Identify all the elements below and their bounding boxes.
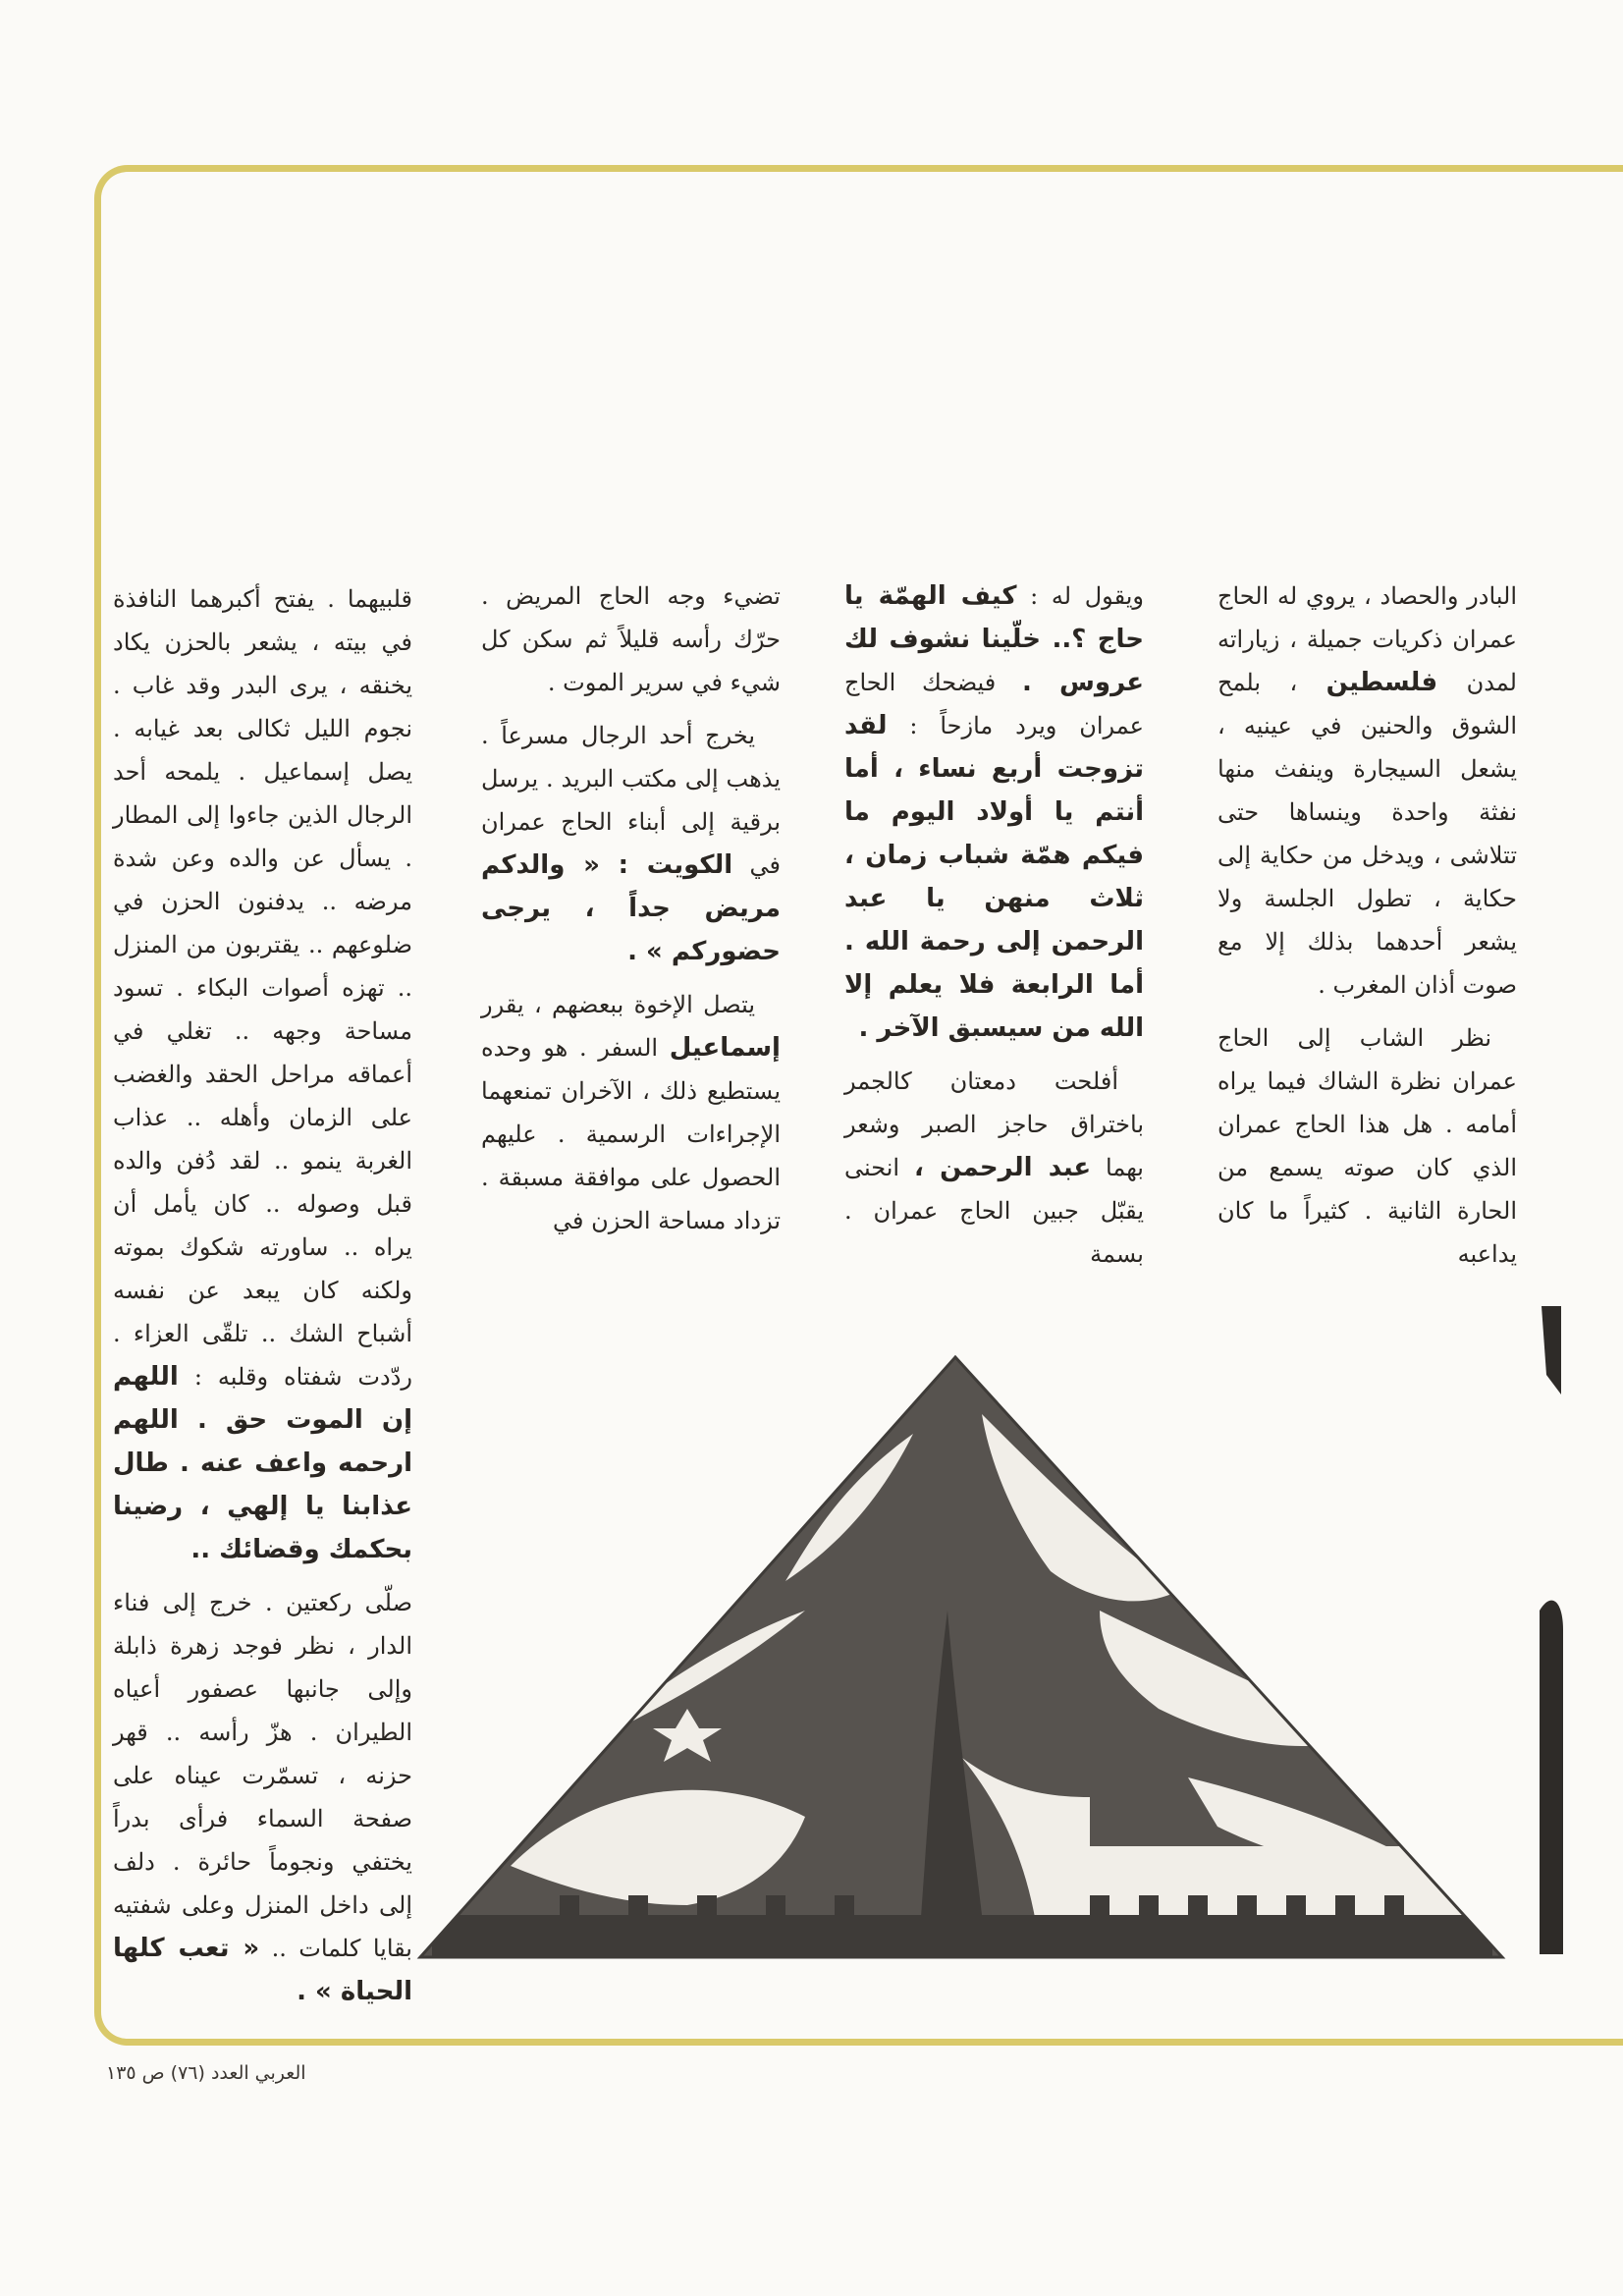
bold-text: لقد تزوجت أربع نساء ، أما أنتم يا أولاد اليوم ما فيكم همّة شباب زمان ، ثلاث منهن يا عبد الرحمن إلى رحمة الله . أما الرابعة فلا يعلم إلا الله من سيسبق الآخر . <box>844 711 1144 1043</box>
text-span: تضيء وجه الحاج المريض . حرّك رأسه قليلاً ثم سكن كل شيء في سرير الموت . <box>481 582 781 696</box>
paragraph <box>481 983 781 1242</box>
bold-text: الكويت : « والدكم مريض جداً ، يرجى حضوركم » . <box>481 850 781 966</box>
paragraph <box>481 714 781 973</box>
paragraph <box>1217 574 1517 1007</box>
paragraph <box>113 577 412 1571</box>
article-column-2 <box>844 574 1144 1285</box>
text-span: أفلحت دمعتان كالجمر باختراق حاجز الصبر وشعر بهما <box>844 1067 1144 1181</box>
bold-text: إسماعيل <box>669 1033 781 1063</box>
paragraph <box>113 1581 412 2013</box>
text-span: صلّى ركعتين . خرج إلى فناء الدار ، نظر فوجد زهرة ذابلة وإلى جانبها عصفور أعياه الطيران . هزّ رأسه .. قهر حزنه ، تسمّرت عيناه على صفحة السماء فرأى بدراً يختفي ونجوماً حائرة . دلف إلى داخل المنزل وعلى شفتيه بقايا كلمات .. <box>113 1589 412 1962</box>
text-span: قلبيهما . يفتح أكبرهما النافذة في بيته ، يشعر بالحزن يكاد يخنقه ، يرى البدر وقد غاب . نجوم الليل ثكالى بعد غيابه . يصل إسماعيل . يلمحه أحد الرجال الذين جاءوا إلى المطار . يسأل عن والده وعن شدة مرضه .. يدفنون الحزن في ضلوعهم .. يقتربون من المنزل .. تهزه أصوات البكاء . تسود مساحة وجهه .. تغلي في أعماقه مراحل الحقد والغضب على الزمان وأهله .. عذاب الغربة ينمو .. لقد دُفن والده قبل وصوله .. كان يأمل أن يراه .. ساورته شكوك بموته ولكنه كان يبعد عن نفسه أشباح الشك .. تلقّى العزاء . ردّدت شفتاه وقلبه : <box>113 585 412 1391</box>
bold-text: عبد الرحمن ، <box>913 1153 1092 1182</box>
bold-text: اللهم إن الموت حق . اللهم ارحمه واعف عنه . طال عذابنا يا إلهي ، رضينا بحكمك وقضائك .. <box>113 1362 412 1564</box>
page-footer: العربي العدد (٧٦) ص ١٣٥ <box>106 2062 306 2084</box>
text-span: يتصل الإخوة ببعضهم ، يقرر <box>481 991 755 1018</box>
paragraph <box>481 574 781 704</box>
text-span: السفر . هو وحده يستطيع ذلك ، الآخران تمنعهما الإجراءات الرسمية . عليهم الحصول على موافقة مسبقة . تزداد مساحة الحزن في <box>481 1034 781 1234</box>
bold-text: فلسطين <box>1325 668 1438 697</box>
text-span: ويقول له : <box>1030 582 1144 610</box>
paragraph <box>1217 1016 1517 1276</box>
text-span: نظر الشاب إلى الحاج عمران نظرة الشاك فيما يراه أمامه . هل هذا الحاج عمران الذي كان صوته يسمع من الحارة الثانية . كثيراً ما كان يداعبه <box>1217 1024 1517 1268</box>
article-column-1 <box>1217 574 1517 1285</box>
article-column-3 <box>481 574 781 1252</box>
article-column-4 <box>113 577 412 2023</box>
text-span: يخرج أحد الرجال مسرعاً . يذهب إلى مكتب البريد . يرسل برقية إلى أبناء الحاج عمران في <box>481 722 781 879</box>
bold-text: كيف الهمّة يا حاج ؟.. خلّينا نشوف لك عروس . <box>844 581 1145 697</box>
paragraph <box>844 1060 1144 1276</box>
text-span: البادر والحصاد ، يروي له الحاج عمران ذكريات جميلة ، زياراته لمدن <box>1217 582 1517 696</box>
text-span: انحنى يقبّل جبين الحاج عمران . بسمة <box>844 1154 1144 1268</box>
paragraph <box>844 574 1144 1050</box>
bold-text: « تعب كلها الحياة » . <box>113 1934 412 2006</box>
text-span: فيضحك الحاج عمران ويرد مازحاً : <box>844 669 1144 739</box>
text-span: ، بلمح الشوق والحنين في عينيه ، يشعل السيجارة وينفث منها نفثة واحدة وينساها حتى تتلاشى ، ويدخل من حكاية إلى حكاية ، تطول الجلسة ولا يشعر أحدهما بذلك إلا مع صوت أذان المغرب . <box>1217 669 1517 999</box>
